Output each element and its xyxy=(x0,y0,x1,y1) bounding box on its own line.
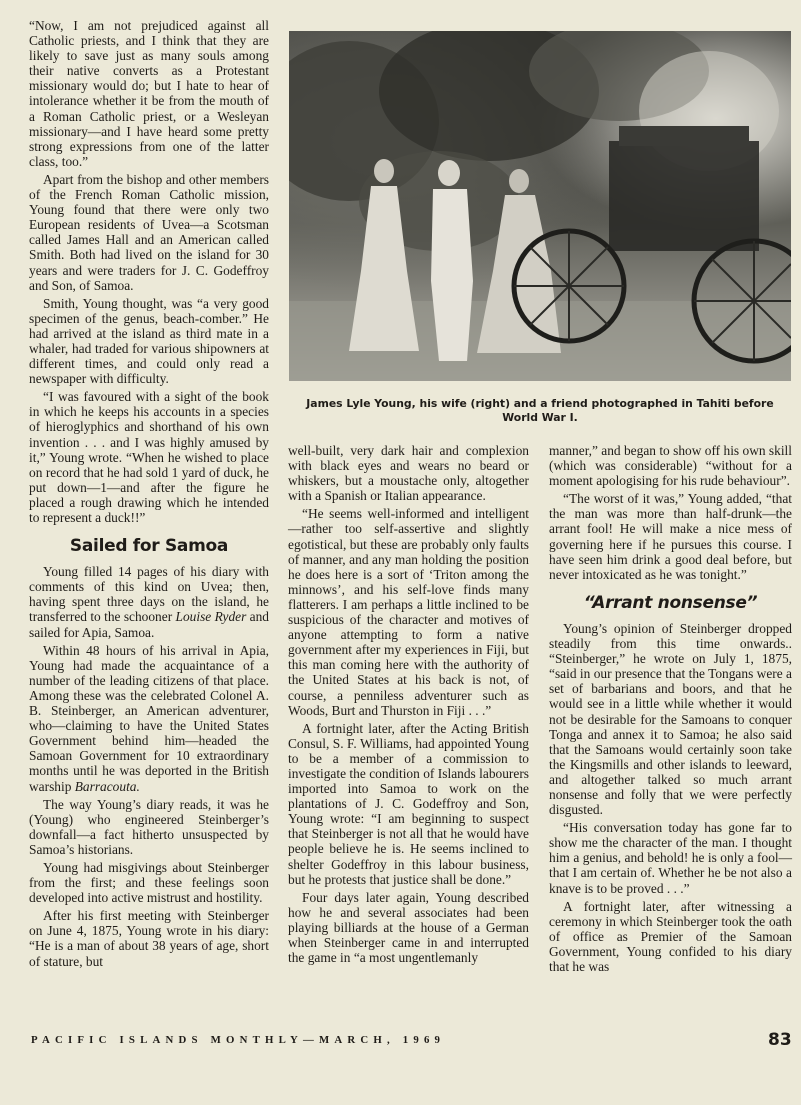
paragraph: Smith, Young thought, was “a very good specimen of the genus, beach-comber.” He had arrived at the island as third mate in a whaler, had traded for various shipowners at different times, and could only read a newspaper with difficulty. xyxy=(29,295,269,387)
paragraph: A fortnight later, after the Acting British Consul, S. F. Williams, had appointed Young to be a member of a commission to investigate the condition of Islands labourers imported into Samoa to work on the plantations of J. C. Godeffroy and Son, Young wrote: “I am beginning to suspect that Steinberger is not all that he would have people believe he is. He seems inclined to shelter Godeffroy in this labour business, but he protests that justice shall be done.” xyxy=(288,720,529,887)
paragraph: After his first meeting with Steinberger on June 4, 1875, Young wrote in his diary: “He is a man of about 38 years of age, short of stature, but xyxy=(29,908,269,969)
subheading-arrant-nonsense: “Arrant nonsense” xyxy=(583,592,758,613)
subheading-sailed-for-samoa: Sailed for Samoa xyxy=(69,536,229,557)
photo-illustration xyxy=(289,31,791,381)
paragraph: A fortnight later, after witnessing a ceremony in which Steinberger took the oath of office as Premier of the Samoan Government, Young confided to his diary that he was xyxy=(549,898,792,974)
paragraph: The way Young’s diary reads, it was he (Young) who engineered Steinberger’s downfall—a fact hitherto unsuspected by Samoa’s historians. xyxy=(29,796,269,857)
paragraph: “His conversation today has gone far to show me the character of the man. I thought him a genius, and behold! he is only a fool—that I am certain of. Whether he be not also a knave is to be proved . . .” xyxy=(549,820,792,896)
paragraph: Apart from the bishop and other members of the French Roman Catholic mission, Young found that there were only two European residents of Uvea—a Scotsman called James Hall and an American called Smith. Both had lived on the island for 30 years and were traders for J. C. Godeffroy and Son, of Samoa. xyxy=(29,171,269,293)
paragraph: Young filled 14 pages of his diary with comments of this kind on Uvea; then, having spent three days on the island, he transferred to the schooner Louise Ryder and sailed for Apia, Samoa. xyxy=(29,564,269,640)
paragraph: “The worst of it was,” Young added, “that the man was more than half-drunk—the arrant fool! He will make a nice mess of governing here if he pursues this course. I have seen him drink a good deal before, but never intoxicated as he was tonight.” xyxy=(549,491,792,582)
column-2 xyxy=(288,443,529,968)
historical-photo xyxy=(289,31,791,381)
paragraph: Young had misgivings about Steinberger from the first; and these feelings soon developed into active mistrust and hostility. xyxy=(29,859,269,906)
paragraph: “I was favoured with a sight of the book in which he keeps his accounts in a species of hieroglyphics and shorthand of his own invention . . . and I was highly amused by it,” Young wrote. “When he wished to place on record that he had sold 1 yard of duck, he put down—1—and after the figure he placed a rough drawing which he intended to represent a duck!!” xyxy=(29,389,269,525)
column-3 xyxy=(549,443,792,977)
running-footer: PACIFIC ISLANDS MONTHLY—MARCH, 1969 xyxy=(31,1034,446,1046)
photo-caption: James Lyle Young, his wife (right) and a friend photographed in Tahiti before World War I. xyxy=(306,397,774,424)
paragraph: Within 48 hours of his arrival in Apia, Young had made the acquaintance of a number of the leading citizens of that place. Among these was the celebrated Colonel A. B. Steinberger, an American adventurer, who—claiming to have the United States Government behind him—headed the Samoan Government for 10 extraordinary months until he was deported in the British warship Barracouta. xyxy=(29,642,269,794)
paragraph: Young’s opinion of Steinberger dropped steadily from this time onwards.. “Steinberger,” he wrote on July 1, 1875, “said in our presence that the Tongans were a set of barbarians and boors, and that he would see in a little while whether it would not be desirable for the Samoans to conquer Tonga and annex it to Samoa; he also said that the Samoans would certainly soon take the Kingsmills and other islands to leeward, and altogether talked so much arrant nonsense and folly that we were perfectly disgusted. xyxy=(549,620,792,818)
paragraph: “He seems well-informed and intelligent—rather too self-assertive and slightly egotistical, but these are probably only faults of manner, and any man holding the position he does here is a sort of ‘Triton among the minnows’, and his self-love finds many flatterers. I am perhaps a little inclined to be suspicious of the character and motives of anyone attempting to form a native government after my experiences in Fiji, but this man coming here with the authority of the United States at his back is not, of course, a penniless adventurer such as Woods, Burt and Thurston in Fiji . . .” xyxy=(288,506,529,718)
column-1 xyxy=(29,18,269,972)
paragraph: manner,” and began to show off his own skill (which was considerable) “without for a moment apologising for his rude behaviour”. xyxy=(549,443,792,489)
paragraph: well-built, very dark hair and complexion with black eyes and wears no beard or whiskers, but a moustache only, altogether with a Spanish or Italian appearance. xyxy=(288,443,529,504)
ship-name: Louise Ryder xyxy=(175,609,247,625)
paragraph: “Now, I am not prejudiced against all Catholic priests, and I think that they are likely to save just as many souls among their native converts as a Protestant missionary would do; but I hate to hear of intolerance whether it be from the mouth of a Roman Catholic priest, or a Wesleyan missionary—and I have heard some pretty strong expressions from one of the latter class, too.” xyxy=(29,18,269,169)
paragraph: Four days later again, Young described how he and several associates had been playing billiards at the house of a German when Steinberger came in and interrupted the game in “a most ungentlemanly xyxy=(288,889,529,966)
ship-name: Barracouta. xyxy=(74,778,140,794)
page-number: 83 xyxy=(768,1030,792,1050)
